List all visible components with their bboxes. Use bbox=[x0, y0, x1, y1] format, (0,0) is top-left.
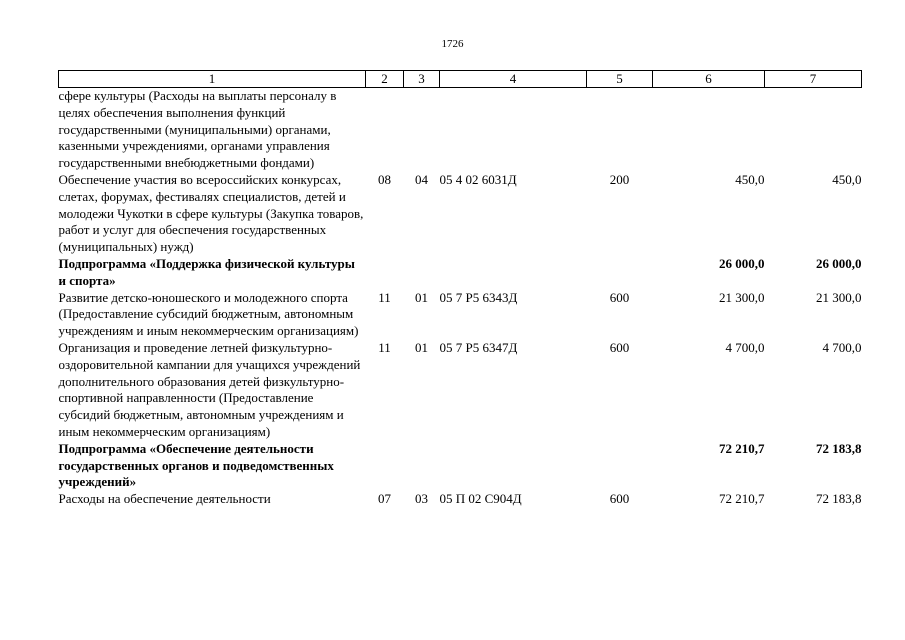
table-header-row bbox=[59, 71, 862, 88]
row-amount-year-2: 72 183,8 bbox=[816, 491, 862, 507]
row-amount-year-1: 4 700,0 bbox=[725, 339, 765, 355]
column-header-7: 7 bbox=[765, 71, 862, 88]
row-expense-type: 600 bbox=[609, 289, 630, 305]
row-expense-type bbox=[587, 88, 653, 172]
page-number: 1726 bbox=[441, 38, 464, 50]
row-section bbox=[366, 256, 404, 290]
row-amount-year-2: 21 300,0 bbox=[816, 289, 862, 305]
row-section: 08 bbox=[378, 171, 391, 187]
row-expense-type: 200 bbox=[609, 171, 630, 187]
row-section: 11 bbox=[378, 339, 391, 355]
row-name: Расходы на обеспечение деятельности bbox=[58, 491, 271, 507]
row-subsection bbox=[404, 441, 440, 491]
row-amount-year-1: 21 300,0 bbox=[719, 289, 765, 305]
row-section bbox=[366, 88, 404, 172]
row-section bbox=[366, 441, 404, 491]
row-name: сфере культуры (Расходы на выплаты персоналу в целях обеспечения выполнения функций государственными (муниципальными) органами, казенными учреждениями, органами управления государственными внебюджетными фондами) bbox=[58, 88, 337, 171]
row-subsection bbox=[404, 256, 440, 290]
row-name: Подпрограмма «Поддержка физической культуры и спорта» bbox=[58, 255, 355, 288]
row-amount-year-2: 72 183,8 bbox=[816, 440, 862, 456]
table-row bbox=[59, 172, 862, 256]
column-header-4: 4 bbox=[440, 71, 587, 88]
row-amount-year-1 bbox=[653, 88, 765, 172]
row-name: Обеспечение участия во всероссийских конкурсах, слетах, форумах, фестивалях специалистов, детей и молодежи Чукотки в сфере культуры (Закупка товаров, работ и услуг для обеспечения государственных (муниципальных) нужд) bbox=[58, 171, 364, 255]
row-name: Развитие детско-юношеского и молодежного спорта (Предоставление субсидий бюджетным, автономным учреждениям и иным некоммерческим организациям) bbox=[58, 289, 359, 339]
row-subsection bbox=[404, 88, 440, 172]
row-expense-type bbox=[587, 441, 653, 491]
column-header-3: 3 bbox=[404, 71, 440, 88]
row-target-article: 05 П 02 С904Д bbox=[439, 491, 522, 507]
row-expense-type: 600 bbox=[609, 339, 630, 355]
row-target-article bbox=[440, 88, 587, 172]
row-amount-year-2: 26 000,0 bbox=[816, 255, 862, 271]
table-body bbox=[59, 88, 862, 508]
row-target-article: 05 7 P5 6347Д bbox=[439, 339, 518, 355]
table-row bbox=[59, 340, 862, 441]
column-header-6: 6 bbox=[653, 71, 765, 88]
subprogram-row bbox=[59, 441, 862, 491]
row-subsection: 01 bbox=[415, 339, 428, 355]
row-amount-year-2 bbox=[765, 88, 862, 172]
row-amount-year-1: 72 210,7 bbox=[719, 491, 765, 507]
row-amount-year-1: 26 000,0 bbox=[719, 255, 765, 271]
subprogram-row bbox=[59, 256, 862, 290]
table-row bbox=[59, 290, 862, 340]
row-target-article bbox=[440, 441, 587, 491]
row-expense-type: 600 bbox=[609, 491, 630, 507]
row-amount-year-2: 4 700,0 bbox=[822, 339, 862, 355]
row-amount-year-1: 72 210,7 bbox=[719, 440, 765, 456]
column-header-5: 5 bbox=[587, 71, 653, 88]
table-row bbox=[59, 88, 862, 172]
column-header-2: 2 bbox=[366, 71, 404, 88]
row-name: Организация и проведение летней физкультурно-оздоровительной кампании для учащихся учреждений дополнительного образования детей физкультурно-спортивной направленности (Предоставление субсидий бюджетным, автономным учреждениям и иным некоммерческим организациям) bbox=[58, 339, 361, 439]
row-subsection: 04 bbox=[415, 171, 428, 187]
row-subsection: 01 bbox=[415, 289, 428, 305]
row-target-article bbox=[440, 256, 587, 290]
row-section: 07 bbox=[378, 491, 391, 507]
row-amount-year-1: 450,0 bbox=[735, 171, 765, 187]
row-amount-year-2: 450,0 bbox=[832, 171, 862, 187]
row-name: Подпрограмма «Обеспечение деятельности государственных органов и подведомственных учреждений» bbox=[58, 440, 334, 490]
column-header-1: 1 bbox=[59, 71, 366, 88]
table-row bbox=[59, 491, 862, 508]
row-expense-type bbox=[587, 256, 653, 290]
row-target-article: 05 4 02 6031Д bbox=[439, 171, 517, 187]
row-section: 11 bbox=[378, 289, 391, 305]
budget-table bbox=[58, 70, 862, 508]
row-target-article: 05 7 P5 6343Д bbox=[439, 289, 518, 305]
row-subsection: 03 bbox=[415, 491, 428, 507]
